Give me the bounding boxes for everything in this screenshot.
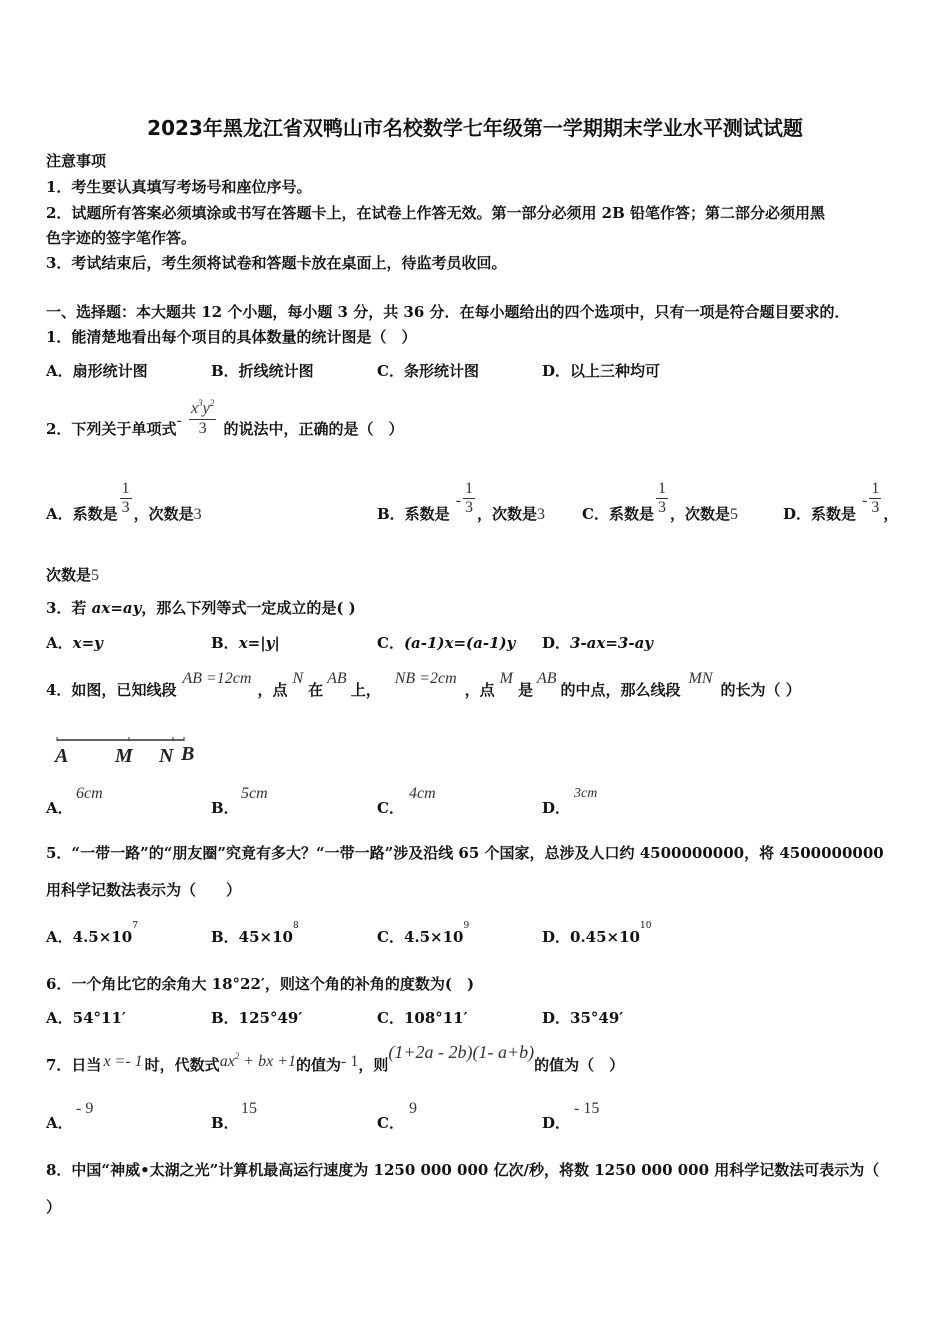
q4-option-c: C． 4cm <box>377 785 436 817</box>
q2-option-d: D．系数是- $\frac{1}{3}$ ， <box>783 480 899 523</box>
q2-minus: - <box>176 412 182 429</box>
q1-option-c: C．条形统计图 <box>377 362 479 380</box>
question-7-stem: 7．日当 x =- 1 时，代数式$ax^2$ + bx +1的值为- 1，则(1+2a - 2b)(1- a+b)的值为（ ） <box>46 1042 625 1074</box>
notice-item: 色字迹的签字笔作答。 <box>46 229 197 247</box>
q4-segment-figure <box>55 735 205 770</box>
point-label-b: B <box>181 743 195 765</box>
q1-option-a: A．扇形统计图 <box>46 362 148 380</box>
question-5-stem-continued: 用科学记数法表示为（ ） <box>46 881 242 899</box>
notice-item: 1．考生要认真填写考场号和座位序号。 <box>46 178 312 196</box>
question-1-stem: 1．能清楚地看出每个项目的具体数量的统计图是（ ） <box>46 328 417 346</box>
q6-option-b: B．125°49′ <box>211 1009 303 1027</box>
q6-option-c: C．108°11′ <box>377 1009 468 1027</box>
q4-option-b: B． 5cm <box>211 785 268 817</box>
q2-option-b: B．系数是- $\frac{1}{3}$ ，次数是3 <box>377 480 546 523</box>
q5-option-b: B．$45\times 10^8$ <box>211 921 299 946</box>
q4-option-a: A． 6cm <box>46 785 103 817</box>
q2-stem-text: 2．下列关于单项式 <box>46 420 177 438</box>
q1-option-d: D．以上三种均可 <box>542 362 661 380</box>
q2-fraction-denominator: 3 <box>198 420 207 437</box>
q3-option-b: B．x=|y| <box>211 634 280 652</box>
q2-fraction-numerator: $x^3y^2$ <box>189 400 216 420</box>
q5-option-c: C．$4.5\times 10^9$ <box>377 921 470 946</box>
q5-option-a: A．$4.5\times 10^7$ <box>46 921 138 946</box>
question-5-stem: 5．“一带一路”的“朋友圈”究竟有多大？“一带一路”涉及沿线 65 个国家，总涉及人口约 4500000000，将 4500000000 <box>46 844 884 862</box>
q7-option-c: C． 9 <box>377 1100 417 1132</box>
q2-option-d-continued: 次数是5 <box>46 566 100 584</box>
q2-monomial-fraction <box>189 400 216 438</box>
q5-option-d: D．$0.45\times 10^{10}$ <box>542 921 652 946</box>
q2-option-a: A．系数是 $\frac{1}{3}$ ，次数是3 <box>46 480 202 523</box>
q3-option-a: A．x=y <box>46 634 103 652</box>
point-label-n: N <box>159 745 174 767</box>
question-6-stem: 6．一个角比它的余角大 18°22′，则这个角的补角的度数为( ) <box>46 975 475 993</box>
q7-option-a: A． - 9 <box>46 1100 94 1132</box>
q7-option-b: B． 15 <box>211 1100 257 1132</box>
q2-stem-text: 的说法中，正确的是（ ） <box>223 420 404 438</box>
point-label-m: M <box>115 745 133 767</box>
question-3-stem: 3．若 ax=ay，那么下列等式一定成立的是( ) <box>46 599 356 617</box>
question-2-stem <box>46 400 403 438</box>
q7-option-d: D． - 15 <box>542 1100 600 1132</box>
notice-heading: 注意事项 <box>46 152 107 170</box>
q3-option-d: D．3-ax=3-ay <box>542 634 654 652</box>
q6-option-a: A．54°11′ <box>46 1009 126 1027</box>
question-8-stem-continued: ） <box>46 1198 62 1216</box>
q3-option-c: C．(a-1)x=(a-1)y <box>377 634 516 652</box>
section-heading: 一、选择题：本大题共 12 个小题，每小题 3 分，共 36 分．在每小题给出的四个选项中，只有一项是符合题目要求的． <box>46 303 850 321</box>
q2-option-c: C．系数是 $\frac{1}{3}$ ，次数是5 <box>582 480 738 523</box>
notice-item: 3．考试结束后，考生须将试卷和答题卡放在桌面上，待监考员收回。 <box>46 254 507 272</box>
point-label-a: A <box>55 745 69 767</box>
page-title: 2023年黑龙江省双鸭山市名校数学七年级第一学期期末学业水平测试试题 <box>147 116 803 140</box>
notice-item: 2．试题所有答案必须填涂或书写在答题卡上，在试卷上作答无效。第一部分必须用 2B 铅笔作答；第二部分必须用黑 <box>46 204 826 222</box>
question-8-stem: 8．中国“神威•太湖之光”计算机最高运行速度为 1250 000 000 亿次/秒，将数 1250 000 000 用科学记数法可表示为（ <box>46 1161 880 1179</box>
question-4-stem: 4．如图，已知线段AB =12cm，点N在AB上，NB =2cm，点M是AB的中点，那么线段MN的长为（ ） <box>46 670 801 699</box>
q1-option-b: B．折线统计图 <box>211 362 314 380</box>
q6-option-d: D．35°49′ <box>542 1009 624 1027</box>
q4-option-d: D． 3cm <box>542 786 598 817</box>
